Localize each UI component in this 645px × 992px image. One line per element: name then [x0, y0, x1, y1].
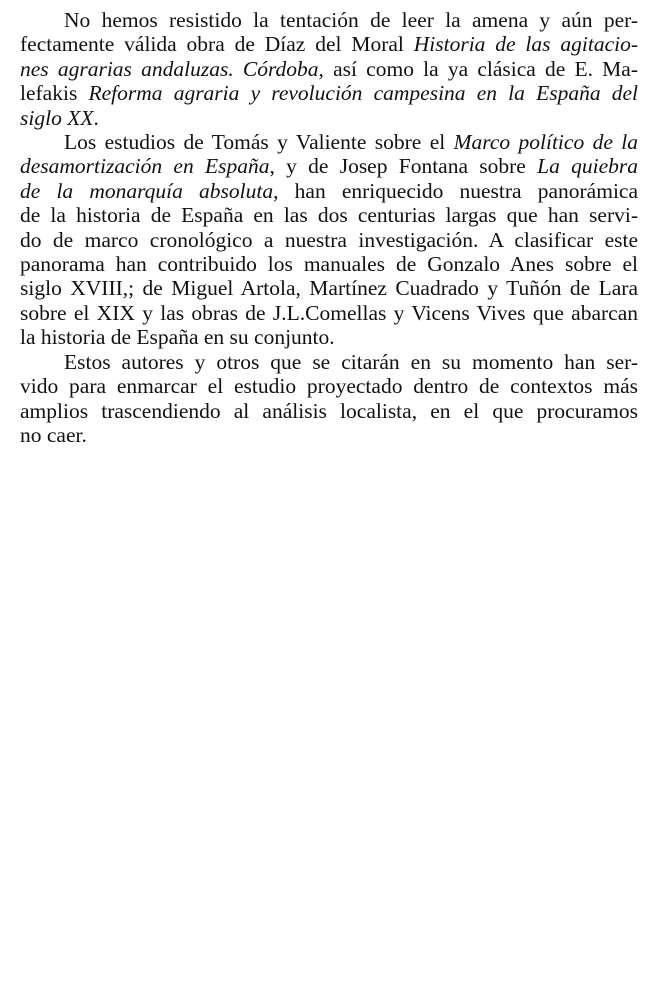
- text-run: , y de Josep Fontana sobre: [269, 154, 538, 179]
- text-line: [20, 81, 638, 105]
- text-run: vido para enmarcar el estudio proyectado dentro de contextos más: [20, 374, 638, 399]
- italic-title-run: siglo XX: [20, 105, 94, 130]
- text-run: de la historia de España en las dos centurias largas que han servi-: [20, 203, 638, 228]
- text-line: [20, 154, 638, 178]
- paragraph-1: [20, 8, 638, 130]
- italic-title-run: desamortización en España: [20, 154, 270, 179]
- text-line: [20, 106, 638, 130]
- text-line: [20, 203, 638, 227]
- text-run: la historia de España en su conjunto.: [20, 325, 335, 350]
- text-line: [20, 350, 638, 374]
- italic-title-run: de la monarquía absoluta: [20, 178, 274, 203]
- text-run: no caer.: [20, 422, 87, 447]
- text-line: [20, 179, 638, 203]
- text-run: , han enriquecido nuestra panorámica: [273, 178, 639, 203]
- text-run: siglo XVIII,; de Miguel Artola, Martínez Cuadrado y Tuñón de Lara: [20, 276, 638, 301]
- text-run: lefakis: [20, 81, 89, 106]
- italic-title-run: nes agrarias andaluzas. Córdoba: [20, 56, 319, 81]
- text-run: panorama han contribuido los manuales de Gonzalo Anes sobre el: [20, 252, 638, 277]
- text-run: .: [93, 105, 99, 130]
- text-run: amplios trascendiendo al análisis localista, en el que procuramos: [20, 398, 638, 423]
- text-line: [20, 32, 638, 56]
- italic-title-run: Historia de las agitacio-: [413, 32, 638, 57]
- text-run: Los estudios de Tomás y Valiente sobre el: [64, 130, 454, 155]
- paragraph-2: [20, 130, 638, 350]
- text-line: [20, 399, 638, 423]
- text-run: , así como la ya clásica de E. Ma-: [318, 56, 638, 81]
- text-line: [20, 276, 638, 300]
- text-line: [20, 325, 638, 349]
- text-run: fectamente válida obra de Díaz del Moral: [20, 32, 414, 57]
- italic-title-run: Marco político de la: [453, 130, 638, 155]
- text-line: [20, 301, 638, 325]
- text-line: [20, 8, 638, 32]
- text-line: [20, 374, 638, 398]
- italic-title-run: La quiebra: [537, 154, 638, 179]
- text-line: [20, 130, 638, 154]
- text-run: do de marco cronológico a nuestra investigación. A clasificar este: [20, 227, 638, 252]
- document-page: [20, 8, 638, 447]
- paragraph-3: [20, 350, 638, 448]
- text-run: No hemos resistido la tentación de leer la amena y aún per-: [64, 8, 638, 32]
- text-line: [20, 57, 638, 81]
- text-line: [20, 228, 638, 252]
- text-run: Estos autores y otros que se citarán en su momento han ser-: [64, 349, 638, 374]
- italic-title-run: Reforma agraria y revolución campesina en la España del: [88, 81, 639, 106]
- text-run: sobre el XIX y las obras de J.L.Comellas y Vicens Vives que abarcan: [20, 300, 638, 325]
- text-line: [20, 423, 638, 447]
- text-line: [20, 252, 638, 276]
